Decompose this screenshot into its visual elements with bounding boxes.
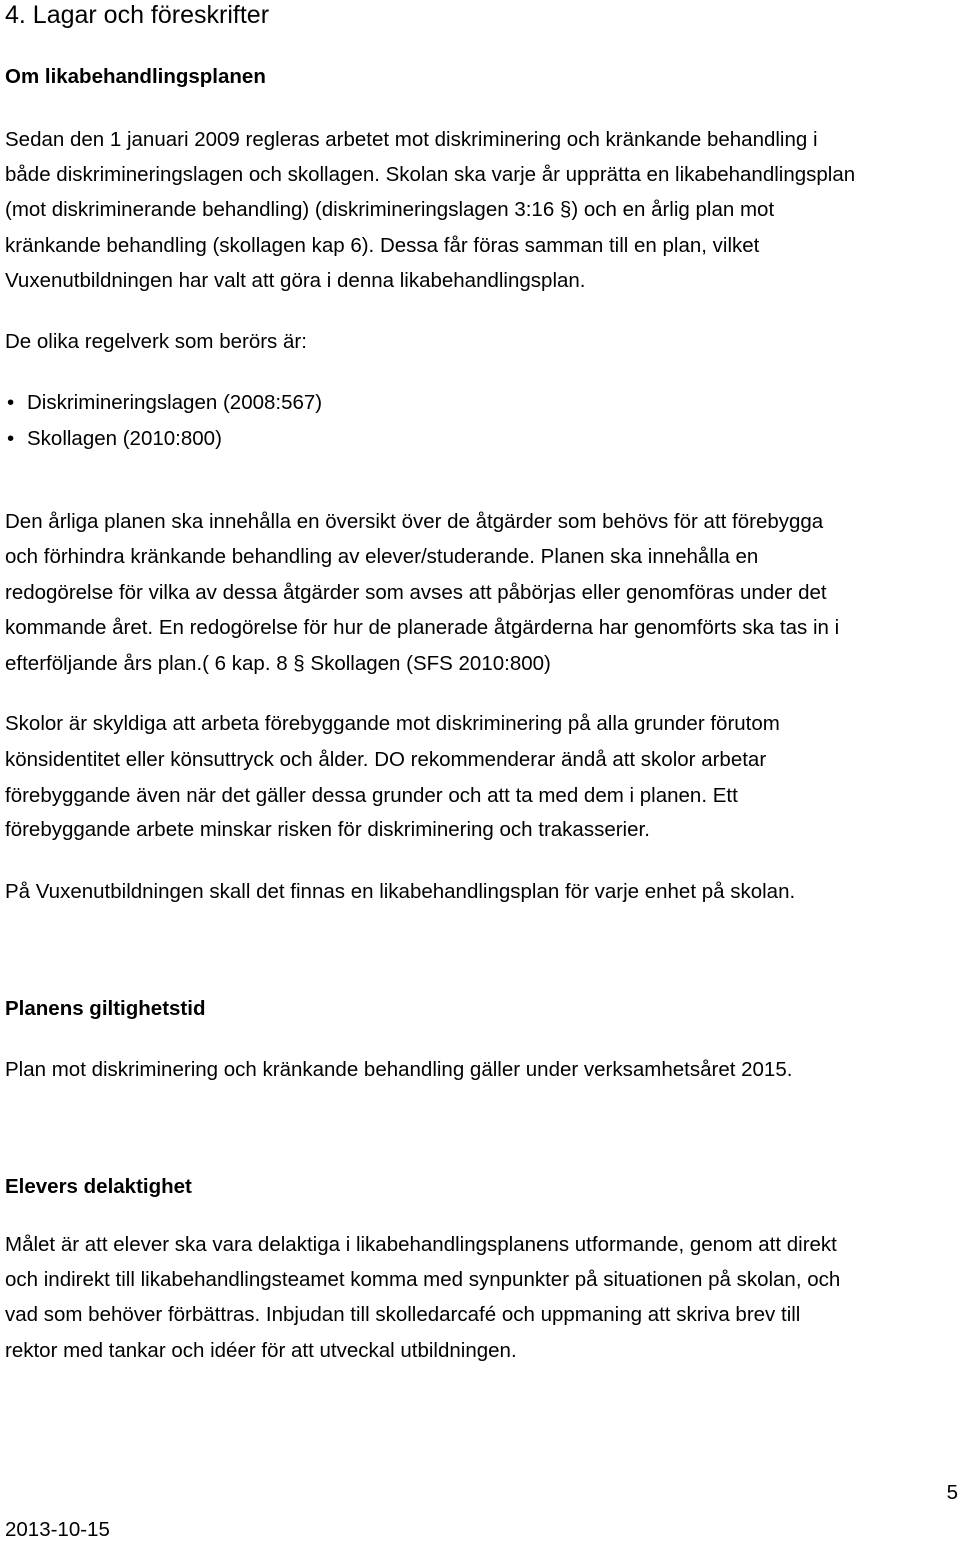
paragraph-line: kommande året. En redogörelse för hur de planerade åtgärderna har genomförts ska tas in i	[5, 616, 840, 639]
paragraph-line: Den årliga planen ska innehålla en översikt över de åtgärder som behövs för att förebygga	[5, 510, 824, 533]
paragraph-line: Sedan den 1 januari 2009 regleras arbetet mot diskriminering och kränkande behandling i	[5, 128, 818, 151]
paragraph-line: både diskrimineringslagen och skollagen. Skolan ska varje år upprätta en likabehandlingsplan	[5, 163, 856, 186]
document-page	[5, 0, 960, 1543]
section-heading: 4. Lagar och föreskrifter	[5, 1, 270, 29]
paragraph-line: förebyggande även när det gäller dessa grunder och att ta med dem i planen. Ett	[5, 784, 738, 807]
validity-paragraph: Plan mot diskriminering och kränkande behandling gäller under verksamhetsåret 2015.	[5, 1058, 793, 1081]
list-item	[5, 385, 960, 421]
footer-date: 2013-10-15	[5, 1518, 110, 1541]
list-item-label: Skollagen (2010:800)	[27, 426, 222, 450]
paragraph-line: Målet är att elever ska vara delaktiga i likabehandlingsplanens utformande, genom att direkt	[5, 1233, 837, 1256]
paragraph-line: och förhindra kränkande behandling av elever/studerande. Planen ska innehålla en	[5, 545, 759, 568]
paragraph-line: redogörelse för vilka av dessa åtgärder som avses att påbörjas eller genomföras under det	[5, 581, 827, 604]
subsection-title-participation: Elevers delaktighet	[5, 1175, 192, 1198]
paragraph-line: kränkande behandling (skollagen kap 6). Dessa får föras samman till en plan, vilket	[5, 234, 760, 257]
page-number: 5	[946, 1481, 958, 1504]
regulations-list	[5, 385, 960, 456]
paragraph-line: (mot diskriminerande behandling) (diskrimineringslagen 3:16 §) och en årlig plan mot	[5, 198, 775, 221]
paragraph-line: förebyggande arbete minskar risken för diskriminering och trakasserier.	[5, 818, 650, 841]
paragraph-line: könsidentitet eller könsuttryck och ålder. DO rekommenderar ändå att skolor arbetar	[5, 748, 767, 771]
units-paragraph: På Vuxenutbildningen skall det finnas en likabehandlingsplan för varje enhet på skolan.	[5, 880, 796, 903]
paragraph-line: Vuxenutbildningen har valt att göra i denna likabehandlingsplan.	[5, 269, 586, 292]
bullet-icon: •	[7, 391, 15, 414]
paragraph-line: Skolor är skyldiga att arbeta förebyggande mot diskriminering på alla grunder förutom	[5, 712, 780, 735]
list-item	[5, 421, 960, 457]
paragraph-line: efterföljande års plan.( 6 kap. 8 § Skollagen (SFS 2010:800)	[5, 652, 551, 675]
list-item-label: Diskrimineringslagen (2008:567)	[27, 391, 323, 414]
paragraph-line: och indirekt till likabehandlingsteamet komma med synpunkter på situationen på skolan, och	[5, 1268, 841, 1291]
paragraph-line: rektor med tankar och idéer för att utveckal utbildningen.	[5, 1339, 517, 1362]
subsection-title-plan: Om likabehandlingsplanen	[5, 65, 266, 88]
bullet-icon: •	[7, 426, 15, 450]
paragraph-line: vad som behöver förbättras. Inbjudan till skolledarcafé och uppmaning att skriva brev till	[5, 1303, 801, 1326]
subsection-title-validity: Planens giltighetstid	[5, 997, 206, 1020]
regulations-intro: De olika regelverk som berörs är:	[5, 330, 307, 353]
